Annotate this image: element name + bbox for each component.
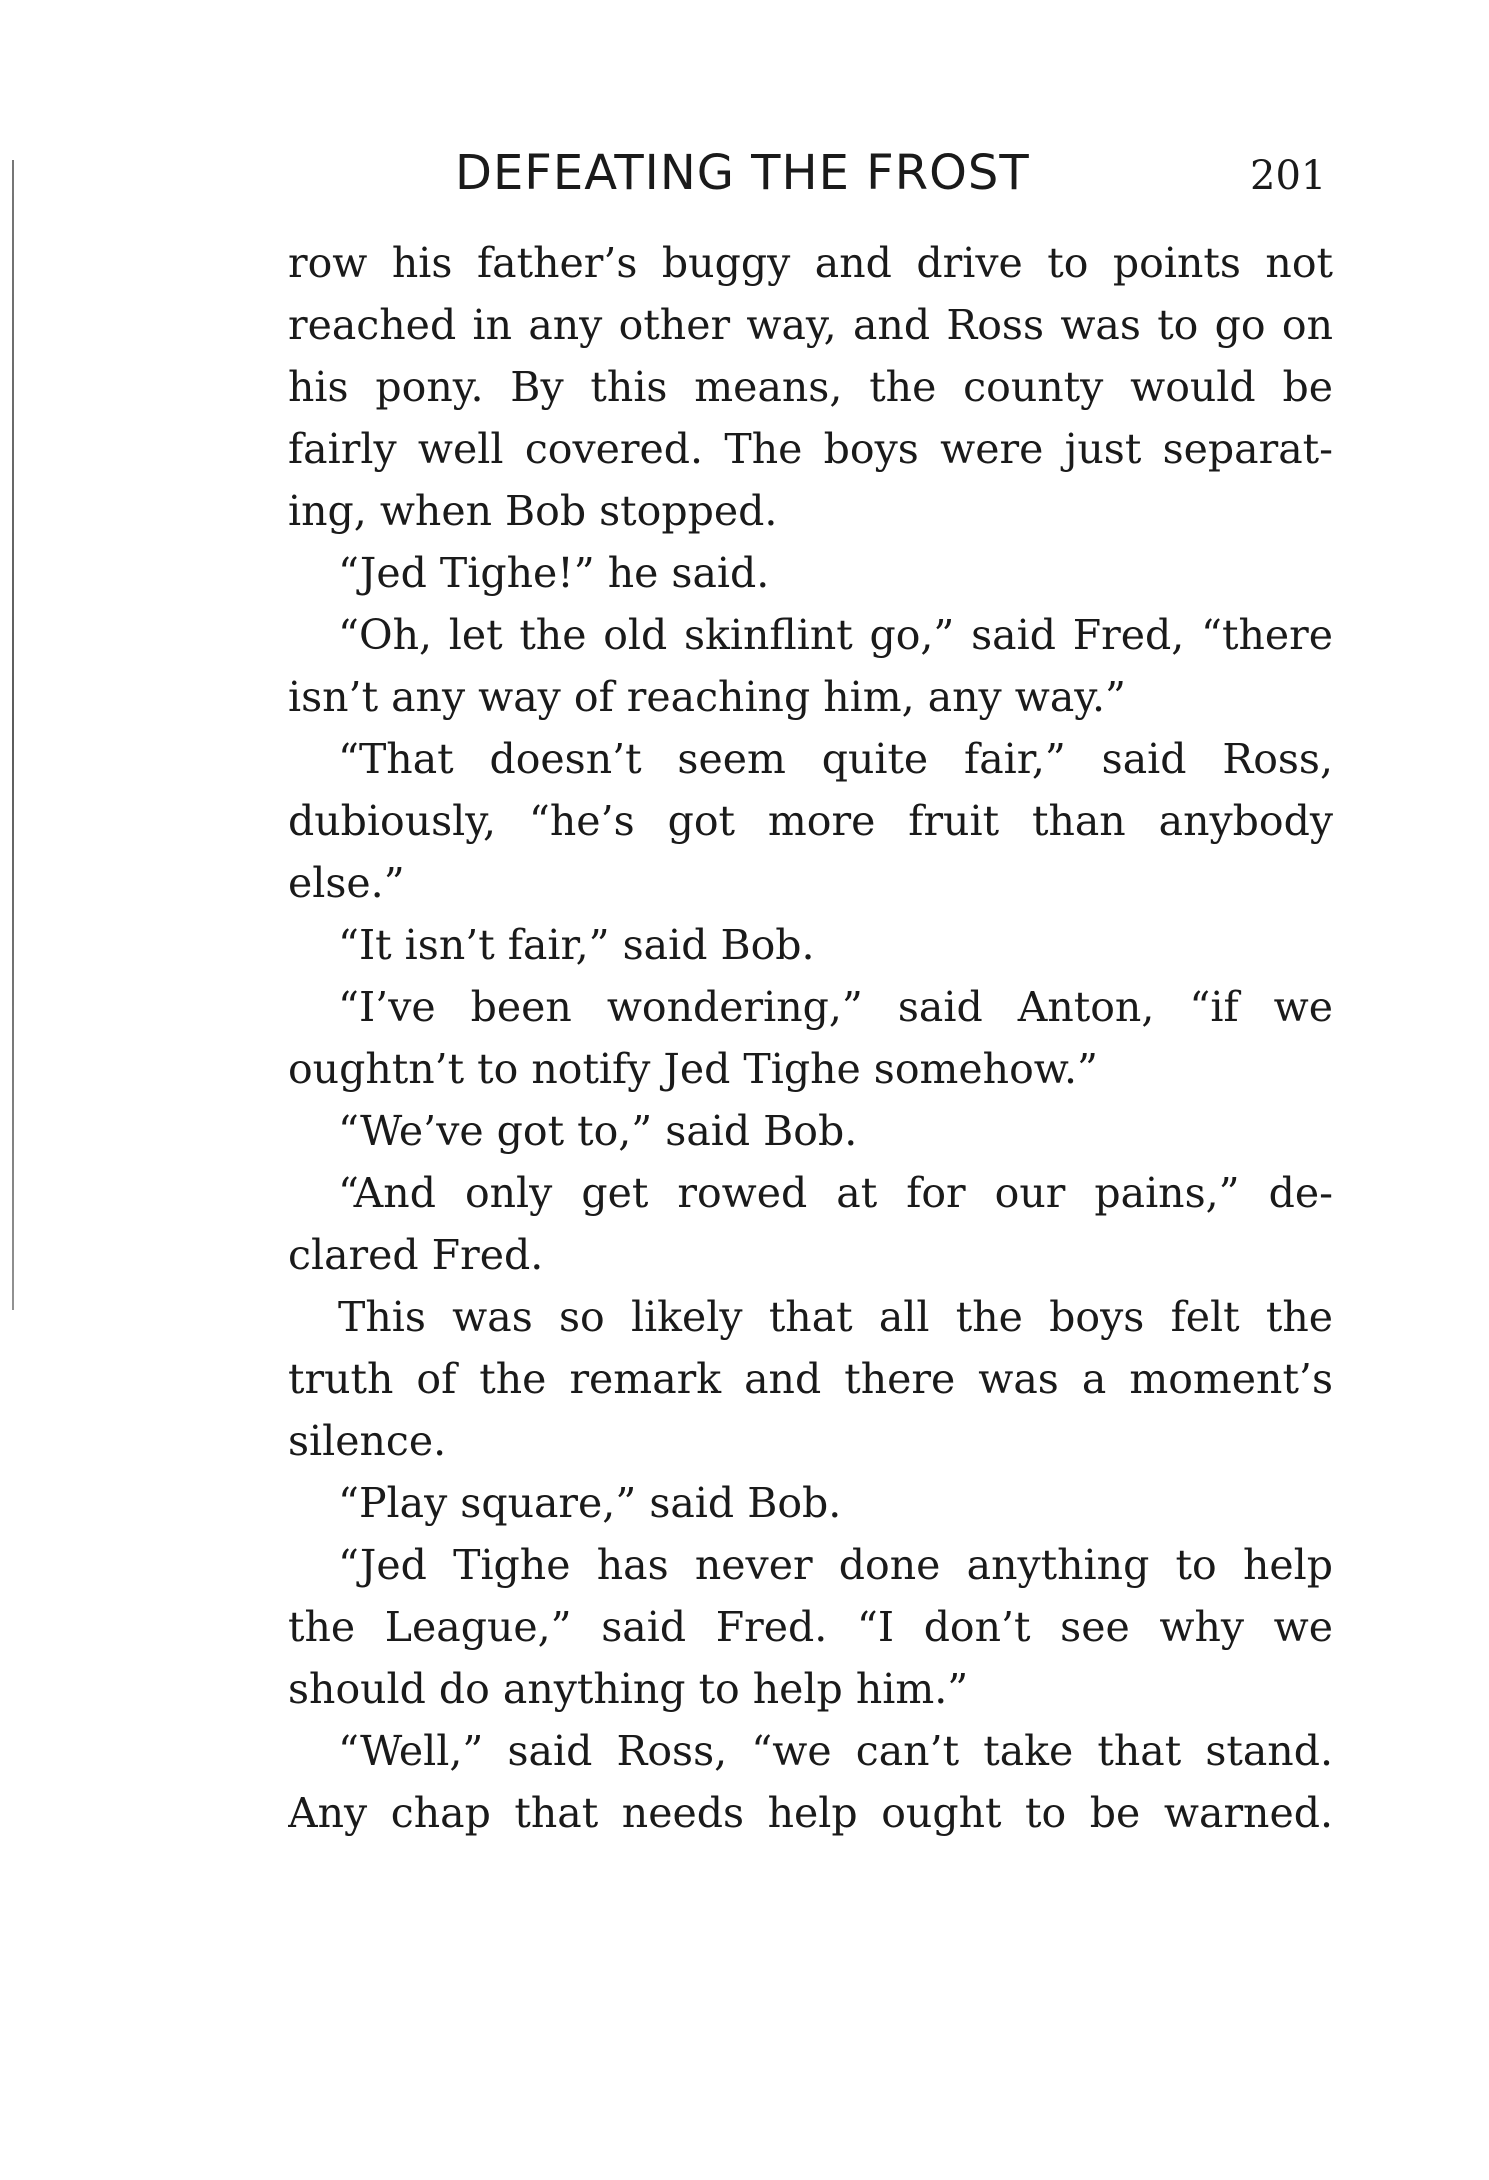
- page-binding-edge: [12, 160, 14, 1310]
- text-line: “And only get rowed at for our pains,” de-: [338, 1169, 1333, 1217]
- text-line: reached in any other way, and Ross was to go on: [288, 301, 1333, 349]
- text-line: the League,” said Fred. “I don’t see why we: [288, 1603, 1333, 1651]
- text-line: “Play square,” said Bob.: [338, 1479, 842, 1527]
- text-line: his pony. By this means, the county would be: [288, 363, 1333, 411]
- text-line: silence.: [288, 1417, 447, 1465]
- text-line: “We’ve got to,” said Bob.: [338, 1107, 858, 1155]
- text-line: clared Fred.: [288, 1231, 544, 1279]
- text-line: “That doesn’t seem quite fair,” said Ross,: [338, 735, 1333, 783]
- text-line: “Oh, let the old skinflint go,” said Fred, “there: [338, 611, 1333, 659]
- page-number: 201: [1250, 153, 1327, 199]
- text-line: “Well,” said Ross, “we can’t take that stand.: [338, 1727, 1333, 1775]
- text-line: “It isn’t fair,” said Bob.: [338, 921, 815, 969]
- text-line: dubiously, “he’s got more fruit than anybody: [288, 797, 1333, 845]
- text-line: This was so likely that all the boys felt the: [338, 1293, 1333, 1341]
- body-text: [288, 232, 1333, 1844]
- text-line: isn’t any way of reaching him, any way.”: [288, 673, 1126, 721]
- text-line: oughtn’t to notify Jed Tighe somehow.”: [288, 1045, 1098, 1093]
- text-line: “Jed Tighe has never done anything to help: [338, 1541, 1333, 1589]
- text-line: row his father’s buggy and drive to points not: [288, 239, 1333, 287]
- text-line: fairly well covered. The boys were just separat-: [288, 425, 1333, 473]
- text-line: Any chap that needs help ought to be warned.: [288, 1789, 1333, 1837]
- running-title: DEFEATING THE FROST: [455, 145, 1030, 201]
- text-line: ing, when Bob stopped.: [288, 487, 778, 535]
- text-line: “I’ve been wondering,” said Anton, “if we: [338, 983, 1333, 1031]
- text-line: else.”: [288, 859, 405, 907]
- text-line: should do anything to help him.”: [288, 1665, 969, 1713]
- text-line: “Jed Tighe!” he said.: [338, 549, 770, 597]
- text-line: truth of the remark and there was a moment’s: [288, 1355, 1333, 1403]
